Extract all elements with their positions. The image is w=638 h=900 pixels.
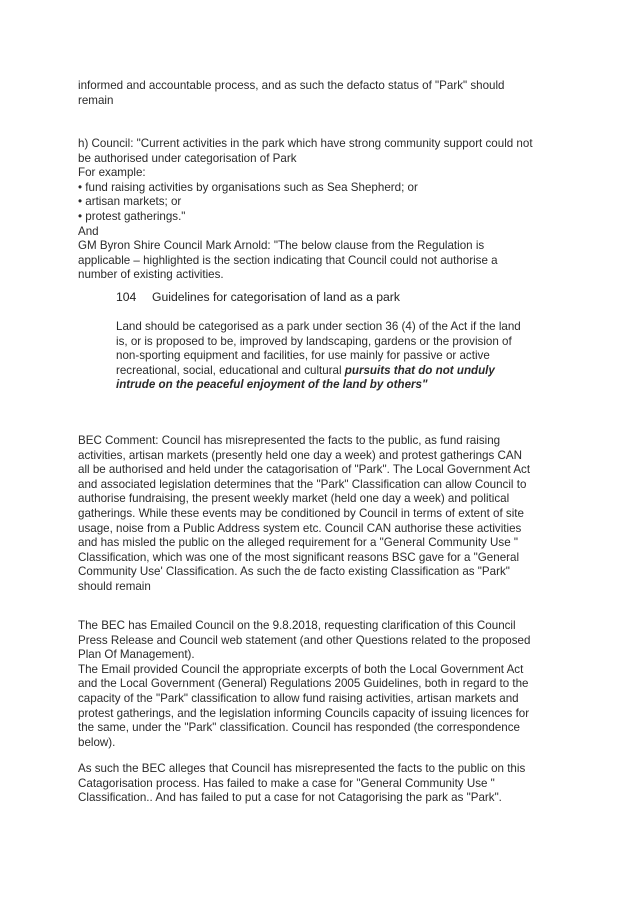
bullet-item: • fund raising activities by organisations such as Sea Shepherd; or [78, 180, 418, 194]
text-line: protest gatherings, and the legislation informing Councils capacity of issuing licences for [78, 706, 530, 720]
text-line: Land should be categorised as a park under section 36 (4) of the Act if the land [116, 320, 521, 333]
text-line: should remain [78, 579, 151, 593]
paragraph-email [78, 619, 568, 750]
text-line: And [78, 224, 99, 238]
highlighted-text: intrude on the peaceful enjoyment of the land by others" [116, 378, 428, 392]
text-line: The BEC has Emailed Council on the 9.8.2018, requesting clarification of this Council [78, 619, 516, 632]
text-line: Classification, which was one of the most significant reasons BSC gave for a "General [78, 550, 520, 564]
regulation-quote [116, 320, 576, 393]
text-line: non-sporting equipment and facilities, for use mainly for passive or active [116, 349, 490, 363]
text-line: remain [78, 93, 114, 107]
bullet-item: • artisan markets; or [78, 195, 182, 209]
regulation-heading [116, 290, 400, 305]
paragraph-intro [78, 79, 568, 108]
text-line: number of existing activities. [78, 268, 224, 282]
paragraph-conclusion [78, 762, 568, 806]
paragraph-council-statement [78, 137, 568, 283]
text-line: Catagorisation process. Has failed to make a case for "General Community Use " [78, 776, 495, 790]
text-line: Community Use' Classification. As such the de facto existing Classification as "Park" [78, 565, 510, 579]
highlighted-text: pursuits that do not unduly [344, 363, 495, 377]
text-line: The Email provided Council the appropriate excerpts of both the Local Government Act [78, 662, 524, 676]
text-plain: recreational, social, educational and cultural [116, 363, 345, 377]
text-line: BEC Comment: Council has misrepresented the facts to the public, as fund raising [78, 434, 501, 447]
paragraph-bec-comment [78, 434, 568, 595]
text-line: and associated legislation determines that the "Park" Classification can allow Council to [78, 477, 527, 491]
text-line: Plan Of Management). [78, 648, 195, 662]
text-line: Press Release and Council web statement (and other Questions related to the proposed [78, 633, 531, 647]
text-line: GM Byron Shire Council Mark Arnold: "The below clause from the Regulation is [78, 239, 485, 253]
text-line: informed and accountable process, and as such the defacto status of "Park" should [78, 79, 505, 92]
text-line: h) Council: "Current activities in the park which have strong community support could not [78, 137, 533, 150]
regulation-number: 104 [116, 290, 137, 304]
text-line: capacity of the "Park" classification to allow fund raising activities, artisan markets and [78, 691, 519, 705]
regulation-title: Guidelines for categorisation of land as a park [152, 290, 400, 304]
text-line: is, or is proposed to be, improved by landscaping, gardens or the provision of [116, 334, 512, 348]
text-line: be authorised under categorisation of Park [78, 151, 297, 165]
text-line: all be authorised and held under the catagorisation of "Park". The Local Government Act [78, 463, 531, 477]
text-line: and has misled the public on the alleged requirement for a "General Community Use " [78, 536, 519, 550]
text-line: applicable – highlighted is the section indicating that Council could not authorise a [78, 253, 498, 267]
text-line: and the Local Government (General) Regulations 2005 Guidelines, both in regard to the [78, 677, 529, 691]
text-line: For example: [78, 166, 146, 180]
text-line: Classification.. And has failed to put a case for not Catagorising the park as "Park". [78, 791, 502, 805]
text-line: activities, artisan markets (presently held one day a week) and protest gatherings CAN [78, 448, 522, 462]
bullet-item: • protest gatherings." [78, 209, 186, 223]
text-line [116, 364, 576, 379]
text-line: As such the BEC alleges that Council has misrepresented the facts to the public on this [78, 762, 526, 775]
text-line: the same, under the "Park" classification. Council has responded (the correspondence [78, 721, 520, 735]
text-line: authorise fundraising, the present weekly market (held one day a week) and political [78, 492, 510, 506]
text-line: gatherings. While these events may be conditioned by Council in terms of extent of site [78, 506, 524, 520]
text-line: usage, noise from a Public Address system etc. Council CAN authorise these activities [78, 521, 522, 535]
text-line: below). [78, 735, 116, 749]
